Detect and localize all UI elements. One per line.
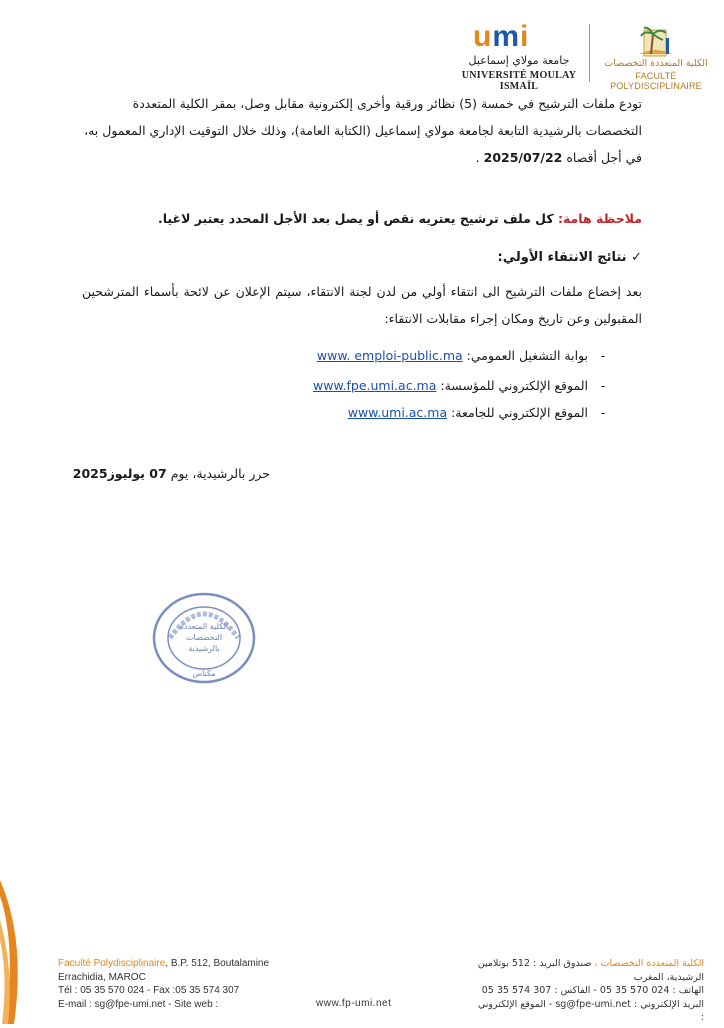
stamp-line-1: الكلية المتعددة [179,622,229,631]
footer-french [58,957,318,1011]
footer-city-fr: Errachidia, MAROC [58,971,146,983]
official-stamp [148,590,260,690]
submission-text: تودع ملفات الترشيح في خمسة (5) نظائر ورقية وأخرى إلكترونية مقابل وصل، بمقر الكلية المتعددة التخصصات بالرشيدية التابعة لجامعة مولاي إسماعيل (الكتابة العامة)، وذلك خلال التوقيت الإداري المعمول به، في أجل أقصاه [84,96,642,165]
submission-paragraph [82,90,642,171]
footer-faculty-ar: الكلية المتعددة التخصصات ، [594,958,704,969]
results-heading-text: نتائج الانتقاء الأولي: [497,250,627,265]
university-logo [455,20,583,92]
bullet-dash: - [600,348,606,363]
footer-address-ar: صندوق البريد : 512 بوتلامين [477,958,592,969]
faculty-name-fr: FACULTÉ POLYDISCIPLINAIRE [610,71,702,91]
stamp-line-2: التخصصات [185,633,223,642]
university-name-ar: جامعة مولاي إسماعيل [468,54,570,67]
footer-website: www.fp-umi.net [316,998,392,1009]
link-label: الموقع الإلكتروني للمؤسسة: [440,378,589,393]
footer-address-fr: , B.P. 512, Boutalamine [165,958,270,969]
footer-faculty-fr: Faculté Polydisciplinaire [58,958,166,969]
stamp-bottom: مكناس [192,669,216,678]
faculty-logo [600,24,712,91]
faculty-name-ar: الكلية المتعددة التخصصات [604,58,708,69]
list-item-institution-site [194,377,614,395]
footer-phone-ar: الهاتف : 024 570 35 05 - الفاكس : 307 574 35 05 [481,985,704,996]
deadline-date: 2025/07/22 [483,150,563,165]
list-item-university-site [194,404,614,422]
list-item-emploi-public [194,347,614,365]
university-name-fr: UNIVERSITÉ MOULAY ISMAÏL [461,70,577,92]
signed-date: 07 يوليوز2025 [72,466,167,481]
stamp-seal-icon [148,590,260,690]
link-label: بوابة التشغيل العمومي: [466,348,589,363]
university-site-link[interactable]: www.umi.ac.ma [347,405,448,420]
footer-city-ar: الرشيدية، المغرب [633,971,704,983]
institution-site-link[interactable]: www.fpe.umi.ac.ma [313,378,437,393]
important-note [82,211,642,226]
stamp-line-3: بالرشيدية [188,644,220,653]
submission-end: . [475,150,480,165]
results-heading [82,250,642,265]
footer-email-ar: البريد الإلكتروني : sg@fpe-umi.net - الموقع الإلكتروني : [477,998,704,1023]
results-paragraph: بعد إخضاع ملفات الترشيح الى انتقاء أولي من لدن لجنة الانتقاء، سيتم الإعلان عن لائحة بأسماء المترشحين المقبولين وعن تاريخ ومكان إجراء مقابلات الانتقاء: [82,284,642,326]
signed-prefix: حرر بالرشيدية، يوم [170,466,270,481]
check-icon: ✓ [631,250,642,265]
link-label: الموقع الإلكتروني للجامعة: [451,405,589,420]
signed-date-line [10,466,270,481]
note-text: كل ملف ترشيح يعتريه نقص أو يصل بعد الأجل المحدد يعتبر لاغيا. [157,211,554,226]
emploi-public-link[interactable]: www. emploi-public.ma [316,348,463,363]
note-label: ملاحظة هامة: [557,211,642,226]
decorative-swoosh [0,880,24,1024]
palm-tree-icon [600,24,712,58]
bullet-dash: - [600,405,606,420]
footer-phone-fr: Tél : 05 35 570 024 - Fax :05 35 574 307 [58,985,240,996]
footer-arabic [474,957,704,1025]
bullet-dash: - [600,378,606,393]
header-divider [589,24,590,82]
umi-logo-word: umi [473,20,530,53]
footer-email-fr: E-mail : sg@fpe-umi.net - Site web : [58,998,219,1010]
